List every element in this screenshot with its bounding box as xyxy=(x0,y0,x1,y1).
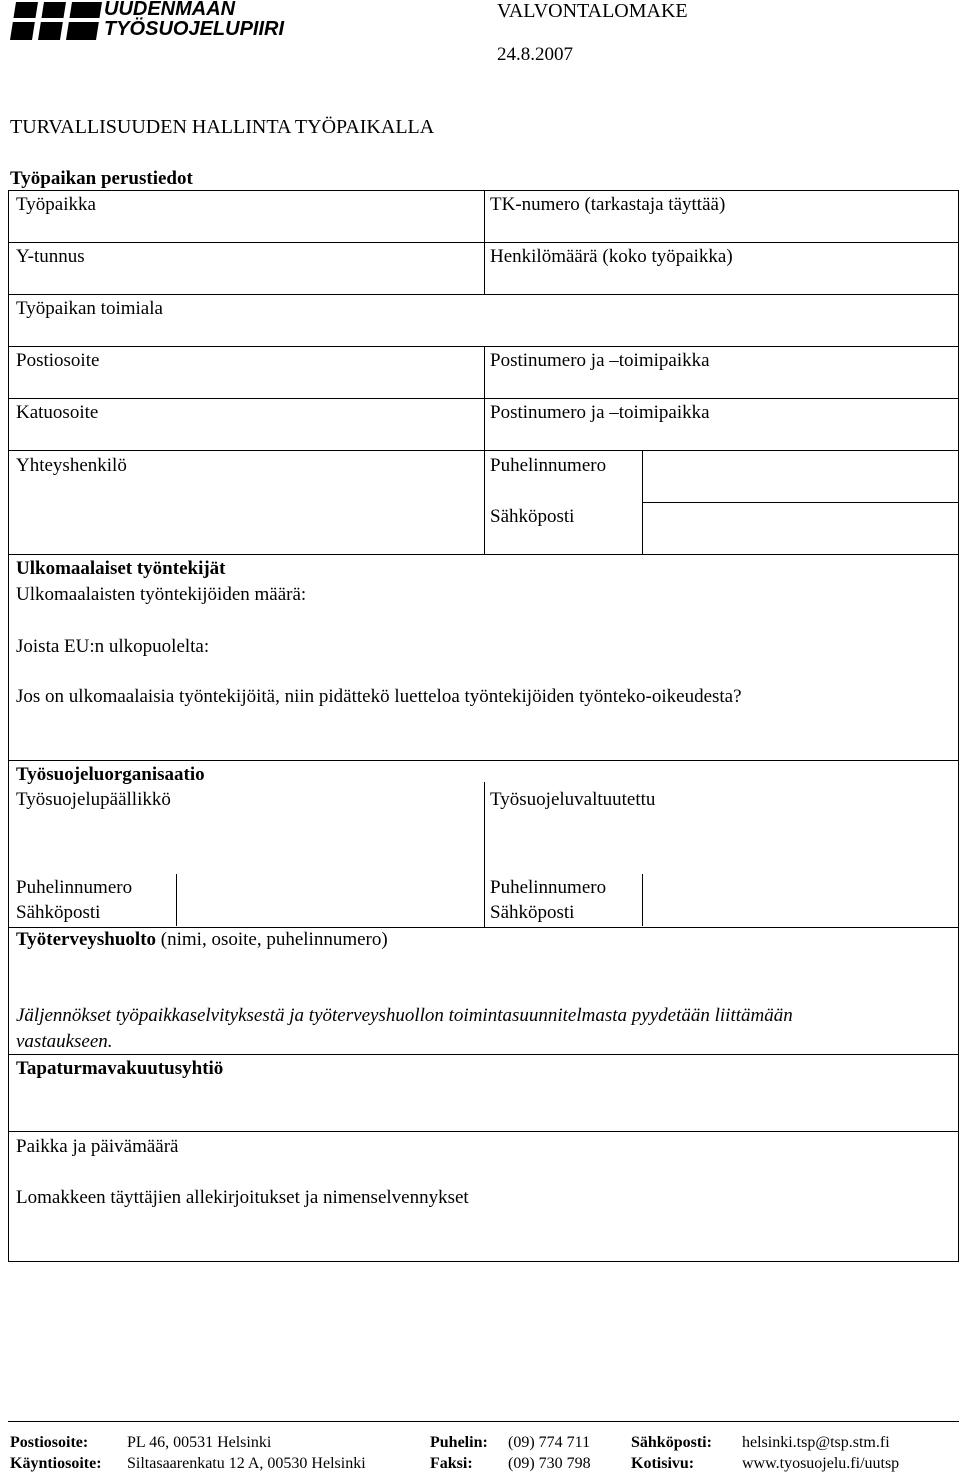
footer-postal-value: PL 46, 00531 Helsinki xyxy=(127,1434,272,1451)
attachment-note-line-2: vastaukseen. xyxy=(16,1031,113,1052)
column-divider xyxy=(484,782,485,928)
contact-person-field-label: Yhteyshenkilö xyxy=(16,455,127,476)
safety-manager-label: Työsuojelupäällikkö xyxy=(16,789,171,810)
tk-number-field-label: TK-numero (tarkastaja täyttää) xyxy=(490,194,726,215)
row-divider xyxy=(8,927,959,928)
footer-divider xyxy=(8,1421,959,1422)
footer-fax-label: Faksi: xyxy=(430,1455,473,1472)
occupational-health-title: Työterveyshuolto xyxy=(16,929,157,950)
form-frame-bottom xyxy=(8,1261,959,1262)
foreign-workers-heading: Ulkomaalaiset työntekijät xyxy=(16,558,226,579)
row-divider xyxy=(8,294,959,295)
postal-code-city-label: Postinumero ja –toimipaikka xyxy=(490,350,710,371)
headcount-field-label: Henkilömäärä (koko työpaikka) xyxy=(490,246,733,267)
column-divider xyxy=(484,346,485,554)
row-divider xyxy=(8,1054,959,1055)
safety-representative-label: Työsuojeluvaltuutettu xyxy=(490,789,656,810)
occupational-health-hint: (nimi, osoite, puhelinnumero) xyxy=(156,929,388,950)
column-divider xyxy=(176,874,177,926)
signatures-label: Lomakkeen täyttäjien allekirjoitukset ja nimenselvennykset xyxy=(16,1187,469,1208)
non-eu-count-label: Joista EU:n ulkopuolelta: xyxy=(16,636,210,657)
attachment-note: Jäljennökset työpaikkaselvityksestä ja työterveyshuollon toimintasuunnitelmasta pyydetään liittämään xyxy=(16,1005,793,1026)
footer-postal-label: Postiosoite: xyxy=(10,1434,89,1451)
postal-address-field-label: Postiosoite xyxy=(16,350,100,371)
footer-visit-label: Käyntiosoite: xyxy=(10,1455,102,1472)
postal-code-city-label: Postinumero ja –toimipaikka xyxy=(490,402,710,423)
footer-web-label: Kotisivu: xyxy=(631,1455,695,1472)
work-permit-question: Jos on ulkomaalaisia työntekijöitä, niin pidättekö luetteloa työntekijöiden työnteko-oikeudesta? xyxy=(16,686,742,707)
manager-phone-label: Puhelinnumero xyxy=(16,877,133,898)
street-address-field-label: Katuosoite xyxy=(16,402,99,423)
form-date: 24.8.2007 xyxy=(497,44,573,65)
footer-phone-value: (09) 774 711 xyxy=(508,1434,591,1451)
footer-phone-label: Puhelin: xyxy=(430,1434,488,1451)
footer-visit-value: Siltasaarenkatu 12 A, 00530 Helsinki xyxy=(127,1455,366,1472)
form-frame-right xyxy=(958,190,959,1262)
foreign-workers-count-label: Ulkomaalaisten työntekijöiden määrä: xyxy=(16,584,307,605)
footer-web-link[interactable]: www.tyosuojelu.fi/uutsp xyxy=(742,1455,900,1472)
logo-emblem xyxy=(10,2,102,40)
footer-email-label: Sähköposti: xyxy=(631,1434,712,1451)
insurance-company-heading: Tapaturmavakuutusyhtiö xyxy=(16,1058,224,1079)
column-divider xyxy=(642,874,643,926)
column-divider xyxy=(484,190,485,294)
manager-email-label: Sähköposti xyxy=(16,902,101,923)
industry-field-label: Työpaikan toimiala xyxy=(16,298,163,319)
email-field-label: Sähköposti xyxy=(490,506,575,527)
footer-fax-value: (09) 730 798 xyxy=(508,1455,591,1472)
phone-field-label: Puhelinnumero xyxy=(490,455,607,476)
place-date-label: Paikka ja päivämäärä xyxy=(16,1136,179,1157)
form-title: VALVONTALOMAKE xyxy=(497,0,688,22)
occupational-health-heading xyxy=(16,929,388,951)
representative-email-label: Sähköposti xyxy=(490,902,575,923)
page-title: TURVALLISUUDEN HALLINTA TYÖPAIKALLA xyxy=(10,116,435,138)
business-id-field-label: Y-tunnus xyxy=(16,246,85,267)
basic-info-heading: Työpaikan perustiedot xyxy=(10,168,193,189)
form-frame-left xyxy=(8,190,9,1262)
column-divider xyxy=(642,450,643,554)
logo-line-2: TYÖSUOJELUPIIRI xyxy=(104,18,285,40)
footer-email-link[interactable]: helsinki.tsp@tsp.stm.fi xyxy=(742,1434,890,1451)
row-divider xyxy=(8,760,959,761)
workplace-field-label: Työpaikka xyxy=(16,194,96,215)
safety-org-heading: Työsuojeluorganisaatio xyxy=(16,764,205,785)
row-divider xyxy=(8,554,959,555)
row-divider xyxy=(642,502,959,503)
row-divider xyxy=(8,1131,959,1132)
logo-line-1: UUDENMAAN xyxy=(104,0,236,20)
representative-phone-label: Puhelinnumero xyxy=(490,877,607,898)
